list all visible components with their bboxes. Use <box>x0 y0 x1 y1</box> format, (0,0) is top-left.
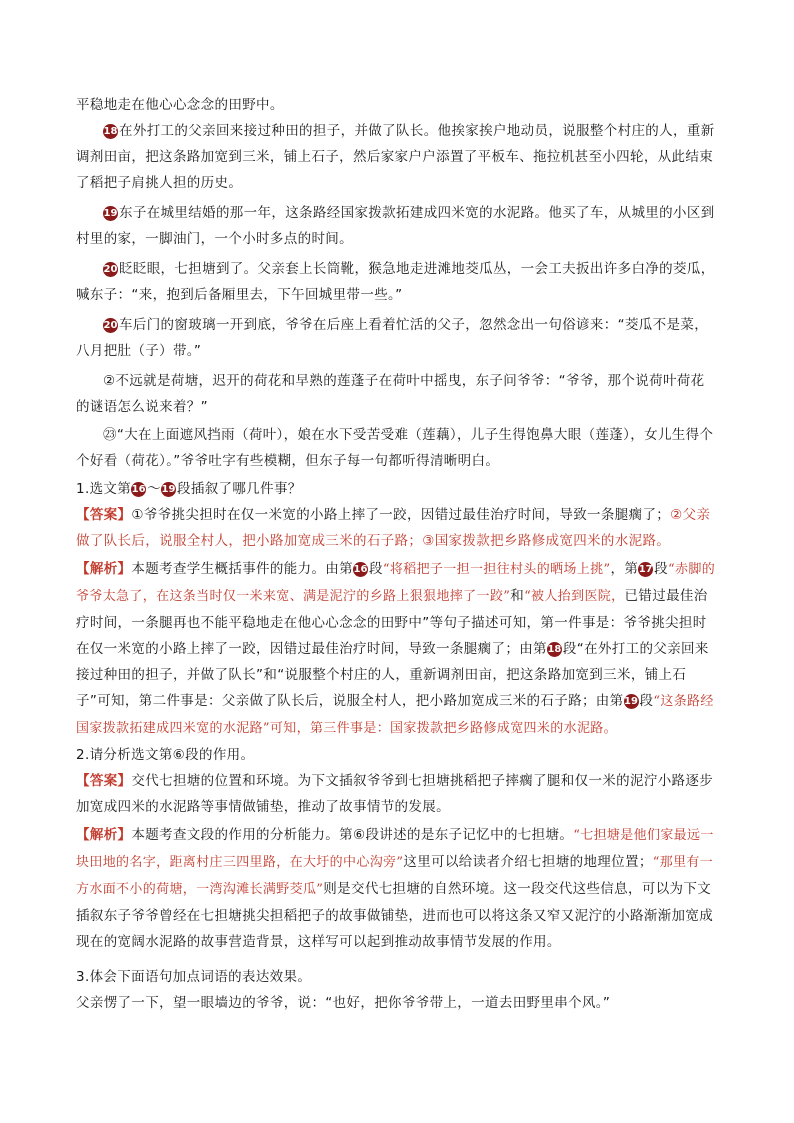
analysis-quote: “赤脚的爷爷太急了，在这条当时仅一米来宽、满是泥泞的乡路上狠狠地摔了一跤” <box>76 562 716 604</box>
analysis-text: 段 <box>639 693 654 709</box>
analysis-text: 则是交代七担塘的自然环境。这一段交代这些信息，可以为下文插叙东子爷爷曾经在七担塘挑尖担稻把子的故事做铺垫，进而也可以将这条又窄又泥泞的小路渐渐加宽成现在的宽阔水泥路的故事营造背景，这样写可以起到推动故事情节发展的作用。 <box>76 881 714 950</box>
answer-text: ②父亲做了队长后，说服全村人，把小路加宽成三米的石子路；③国家拨款把乡路修成宽四米的水泥路。 <box>76 507 711 549</box>
question-3: 3.体会下面语句加点词语的表达效果。 <box>76 969 312 985</box>
question-1 <box>76 476 718 502</box>
question-3-quote: 父亲愣了一下，望一眼墙边的爷爷，说：“也好，把你爷爷带上，一道去田野里串个风。” <box>76 995 611 1011</box>
paragraph-number-badge: 20 <box>103 320 118 331</box>
paragraph-text: 东子在城里结婚的那一年，这条路经国家拨款拓建成四米宽的水泥路。他买了车，从城里的小区到村里的家，一脚油门，一个小时多点的时间。 <box>76 205 715 247</box>
paragraph-22: ②不远就是荷塘，迟开的荷花和早熟的莲蓬子在荷叶中摇曳，东子问爷爷：“爷爷，那个说荷叶荷花的谜语怎么说来着？” <box>76 373 705 415</box>
paragraph-number-badge: 19 <box>624 696 638 707</box>
answer-tag: 【答案】 <box>76 773 132 789</box>
question-text: 段插叙了哪几件事？ <box>177 481 302 497</box>
analysis-quote: “被人抬到医院， <box>524 589 625 604</box>
analysis-quote: “那里有一方水面不小的荷塘，一湾沟滩长满野茭瓜” <box>76 855 714 897</box>
question-2: 2.请分析选文第⑥段的作用。 <box>76 747 255 763</box>
paragraph-18 <box>76 118 718 196</box>
paragraph-text: 在外打工的父亲回来接过种田的担子，并做了队长。他挨家挨户地动员，说服整个村庄的人，重新调剂田亩，把这条路加宽到三米，铺上石子，然后家家户户添置了平板车、拖拉机甚至小四轮，从此结束了稻把子肩挑人担的历史。 <box>76 123 715 191</box>
question-text: ～ <box>147 481 161 497</box>
paragraph-number-badge: 16 <box>353 564 368 575</box>
answer-2 <box>76 768 718 820</box>
question-text: 1.选文第 <box>76 481 132 497</box>
analysis-quote: “将稻把子一担一担往村头的晒场上挑” <box>382 562 611 577</box>
paragraph-number-badge: 20 <box>103 264 118 275</box>
answer-1 <box>76 502 718 554</box>
paragraph-text: 眨眨眼，七担塘到了。父亲套上长筒靴，猴急地走进滩地茭瓜丛，一会工夫扳出许多白净的茭瓜，喊东子：“来，抱到后备厢里去，下午回城里带一些。” <box>76 261 715 303</box>
paragraph-number-badge: 18 <box>547 644 562 655</box>
paragraph-number-badge: 19 <box>161 484 176 495</box>
analysis-text: 段 <box>654 561 669 577</box>
analysis-text: ，第 <box>610 561 639 577</box>
paragraph-number-badge: 18 <box>103 126 118 137</box>
analysis-text: 和 <box>510 588 525 604</box>
analysis-quote: “这条路经国家拨款拓建成四米宽的水泥路”可知，第三件事是：国家拨款把乡路修成宽四米的水泥路。 <box>76 694 714 736</box>
analysis-tag: 【解析】 <box>76 827 132 843</box>
analysis-tag: 【解析】 <box>76 561 132 577</box>
analysis-1 <box>76 556 718 742</box>
analysis-text: 本题考查文段的作用的分析能力。第⑥段讲述的是东子记忆中的七担塘。 <box>131 827 574 843</box>
analysis-quote: “七担塘是他们家最远一块田地的名字，距离村庄三四里路，在大圩的中心沟旁” <box>76 828 714 870</box>
paragraph-20 <box>76 256 718 308</box>
analysis-text: 本题考查学生概括事件的能力。由第 <box>131 561 354 577</box>
paragraph-number-badge: 16 <box>131 484 146 495</box>
analysis-text: 这里可以给读者介绍七担塘的地理位置； <box>403 854 653 870</box>
analysis-text: 段 <box>369 561 383 577</box>
paragraph-number-badge: 19 <box>103 208 118 219</box>
paragraph-number-badge: 17 <box>638 564 653 575</box>
analysis-2 <box>76 822 718 955</box>
analysis-text: 段“在外打工的父亲回来接过种田的担子，并做了队长”和“说服整个村庄的人，重新调剂田亩，把这条路加宽到三米，铺上石子”可知，第二件事是：父亲做了队长后，说服全村人，把小路加宽成三米的石子路；由第 <box>76 641 709 709</box>
paragraph-21 <box>76 312 718 364</box>
answer-text: 交代七担塘的位置和环境。为下文插叙爷爷到七担塘挑稻把子摔瘸了腿和仅一米的泥泞小路逐步加宽成四米的水泥路等事情做铺垫，推动了故事情节的发展。 <box>76 773 714 815</box>
answer-text: ①爷爷挑尖担时在仅一米宽的小路上摔了一跤，因错过最佳治疗时间，导致一条腿瘸了； <box>131 507 671 523</box>
paragraph-text: 车后门的窗玻璃一开到底，爷爷在后座上看着忙活的父子，忽然念出一句俗谚来：“茭瓜不是菜，八月把肚（子）带。” <box>76 317 709 359</box>
paragraph-19 <box>76 200 718 252</box>
paragraph-17-tail: 平稳地走在他心心念念的田野中。 <box>76 97 284 113</box>
paragraph-23: ㉓“大在上面遮风挡雨（荷叶），娘在水下受苦受难（莲藕），儿子生得饱鼻大眼（莲蓬），女儿生得个个好看（荷花）。”爷爷吐字有些模糊，但东子每一句都听得清晰明白。 <box>76 427 714 469</box>
analysis-text: 已错过最佳治疗时间，一条腿再也不能平稳地走在他心心念念的田野中”等句子描述可知，第一件事是：爷爷挑尖担时在仅一米宽的小路上摔了一跤，因错过最佳治疗时间，导致一条腿瘸了；由第 <box>76 588 708 657</box>
answer-tag: 【答案】 <box>76 507 132 523</box>
